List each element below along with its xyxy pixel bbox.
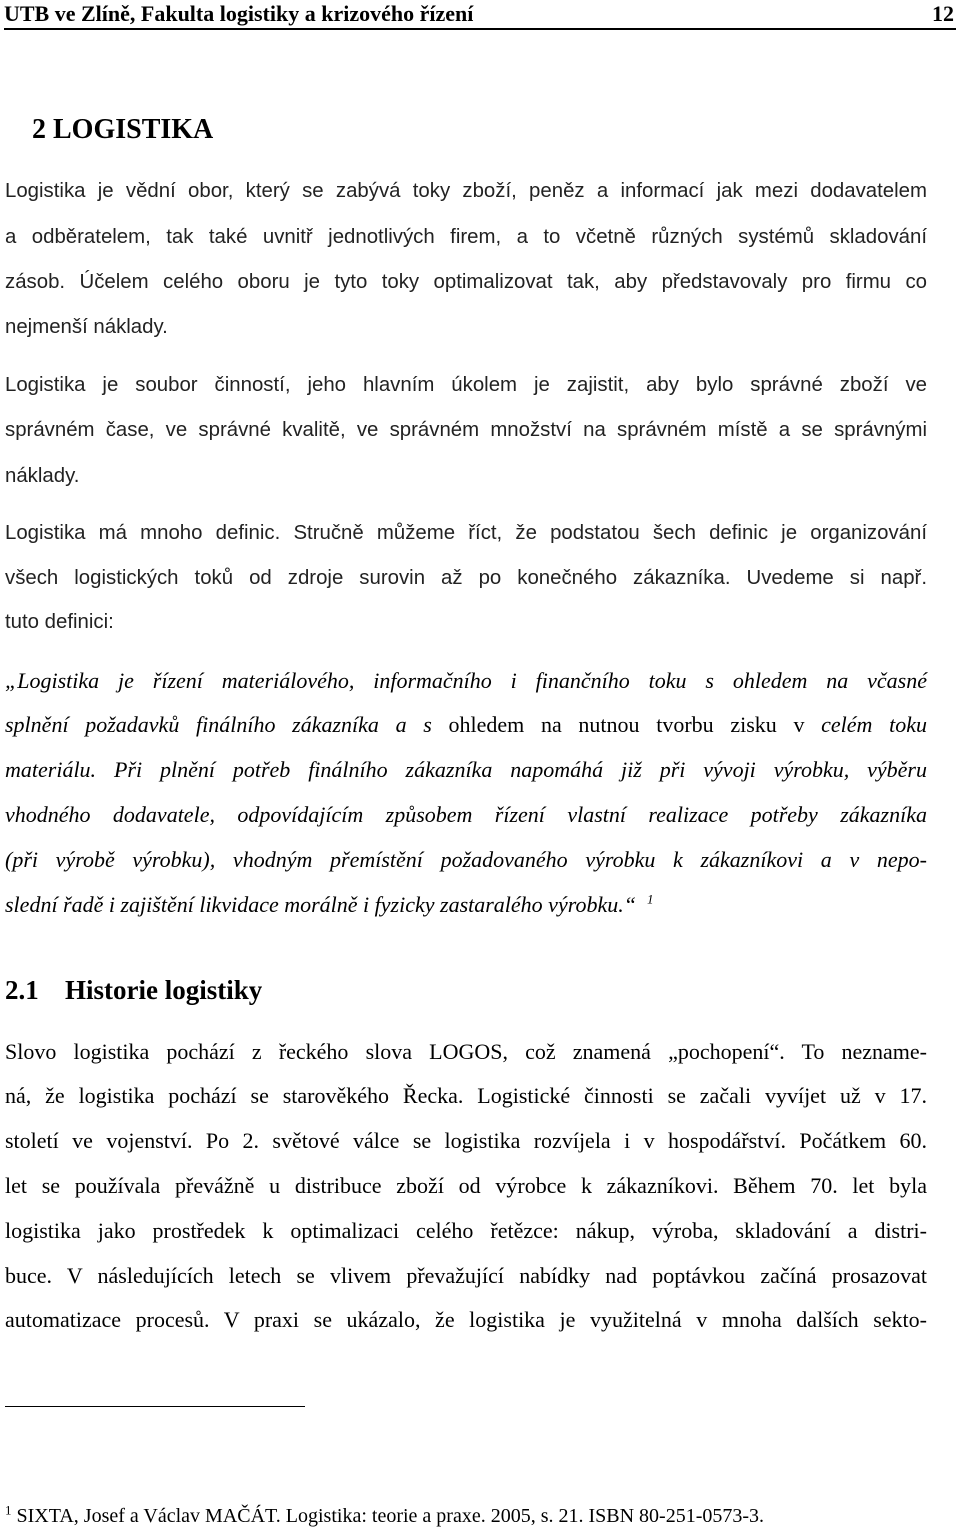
section-line: ná, že logistika pochází se starověkého Řecka. Logistické činnosti se začali vyvíjet už v 17. (5, 1083, 927, 1108)
quote-line: materiálu. Při plnění potřeb finálního zákazníka napomáhá již při vývoji výrobku, výběru (5, 757, 927, 782)
footnote-text: SIXTA, Josef a Václav MAČÁT. Logistika: teorie a praxe. 2005, s. 21. ISBN 80-251-0573-3. (11, 1505, 765, 1527)
paragraph-line: Logistika má mnoho definic. Stručně můžeme říct, že podstatou šech definic je organizování (5, 522, 927, 544)
paragraph-line: zásob. Účelem celého oboru je tyto toky optimalizovat tak, aby představovaly pro firmu co (5, 271, 927, 293)
quote-line: „Logistika je řízení materiálového, informačního i finančního toku s ohledem na včasné (5, 668, 927, 693)
header-title: UTB ve Zlíně, Fakulta logistiky a krizového řízení (4, 1, 474, 26)
section-line: let se používala převážně u distribuce zboží od výrobce k zákazníkovi. Během 70. let byla (5, 1173, 927, 1198)
quote-italic-part: splnění požadavků finálního zákazníka a s (5, 712, 432, 737)
section-heading (5, 972, 262, 1008)
quote-line (5, 890, 653, 920)
section-line: Slovo logistika pochází z řeckého slova LOGOS, což znamená „pochopení“. To neznаme- (5, 1039, 927, 1064)
page-number: 12 (932, 1, 954, 26)
quote-last-line: slední řadě i zajištění likvidace morálně i fyzicky zastaralého výrobku.“ (5, 892, 636, 917)
footnote-number: 1 (5, 1502, 12, 1518)
quote-line (5, 710, 927, 740)
section-line: století ve vojenství. Po 2. světové válce se logistika rozvíjela i v hospodářství. Počátkem 60. (5, 1128, 927, 1153)
section-number: 2.1 (5, 975, 39, 1005)
section-line: logistika jako prostředek k optimalizaci celého řetězce: nákup, výroba, skladování a distri- (5, 1218, 927, 1243)
quote-italic-part: celém toku (821, 712, 927, 737)
paragraph-line: a odběratelem, tak také uvnitř jednotlivých firem, a to včetně různých systémů skladování (5, 226, 927, 248)
footnote-separator (5, 1406, 305, 1407)
quote-upright-part: ohledem na nutnou tvorbu zisku v (431, 712, 822, 737)
paragraph-line: nejmenší náklady. (5, 316, 168, 338)
section-line: automatizace procesů. V praxi se ukázalo, že logistika je využitelná v mnoha dalších sekto- (5, 1307, 927, 1332)
footnote-reference: 1 (646, 891, 654, 907)
paragraph-line: správném čase, ve správné kvalitě, ve správném množství na správném místě a se správnými (5, 419, 927, 441)
paragraph-line: Logistika je soubor činností, jeho hlavním úkolem je zajistit, aby bylo správné zboží ve (5, 374, 927, 396)
paragraph-line: Logistika je vědní obor, který se zabývá toky zboží, peněz a informací jak mezi dodavatelem (5, 180, 927, 202)
chapter-title: 2 LOGISTIKA (32, 114, 214, 145)
paragraph-line: tuto definici: (5, 611, 114, 633)
quote-line: vhodného dodavatele, odpovídajícím způsobem řízení vlastní realizace potřeby zákazníka (5, 802, 927, 827)
section-line: buce. V následujících letech se vlivem převažující nabídky nad poptávkou začíná prosazovat (5, 1263, 927, 1288)
paragraph-line: všech logistických toků od zdroje surovin až po konečného zákazníka. Uvedeme si např. (5, 567, 927, 589)
section-title: Historie logistiky (65, 975, 263, 1005)
running-header (4, 0, 956, 30)
paragraph-line: náklady. (5, 465, 80, 487)
footnote (5, 1503, 764, 1529)
quote-line: (při výrobě výrobku), vhodným přemístění požadovaného výrobku k zákazníkovi a v nepo- (5, 847, 927, 872)
